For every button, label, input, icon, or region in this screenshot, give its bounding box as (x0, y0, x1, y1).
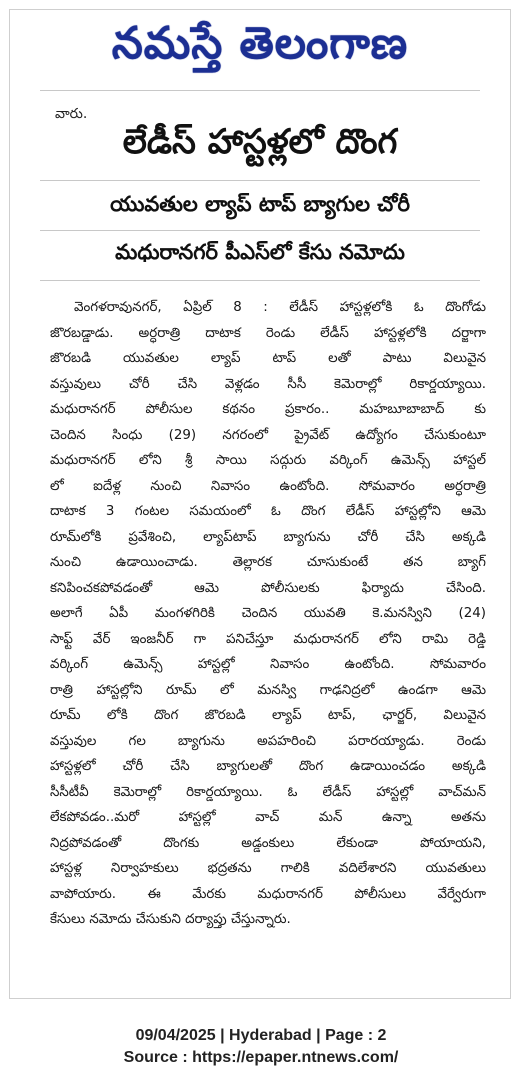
article-body-line: వెంగళరావునగర్, ఏప్రిల్ 8 : లేడీస్ హాస్టళ్లలోకి ఓ దొంగోడు (74, 300, 486, 315)
article-body-line: సీసీటీవీ కెమెరాల్లో రికార్డయ్యాయి. ఓ లేడీస్ హాస్టల్లో వాచ్‌మన్ (50, 784, 486, 800)
article-body-line: మధురానగర్ పోలీసుల కథనం ప్రకారం.. మహబూబాబాద్ కు (50, 402, 486, 417)
article-body-line: రాత్రి హాస్టల్లోని రూమ్ లో మనస్వి గాఢనిద్రలో ఉండగా ఆమె (50, 682, 486, 698)
subheadline-1: యువతుల ల్యాప్ టాప్ బ్యాగుల చోరీ (110, 192, 410, 216)
article-body-line: అలాగే ఏపీ మంగళగిరికి చెందిన యువతి కె.మనస్విని (24) (50, 606, 486, 621)
footer-date-edition: 09/04/2025 | Hyderabad | Page : 2 (135, 1027, 387, 1044)
clipping-frame (9, 9, 511, 999)
article-body-line: మధురానగర్ లోని శ్రీ సాయి సద్గురు వర్కింగ్ ఉమెన్స్ హాస్టల్ (50, 453, 486, 468)
article-body-line: రూమ్‌లోకి ప్రవేశించి, ల్యాప్‌టాప్ బ్యాగును చోరీ చేసి అక్కడి (50, 529, 486, 545)
article-body-line: రూమ్ లోకి దొంగ జొరబడి ల్యాప్ టాప్, ఛార్జర్, విలువైన (50, 708, 486, 723)
article-body-line: సాఫ్ట్ వేర్ ఇంజనీర్ గా పనిచేస్తూ మధురానగర్ లోని రామి రెడ్డి (50, 631, 486, 647)
article-body-line: జొరబడి యువతుల ల్యాప్ టాప్ లతో పాటు విలువైన (50, 351, 486, 366)
newspaper-logo: నమస్తే తెలంగాణ (111, 18, 409, 69)
article-body-line: హాస్టళ్లలో చోరీ చేసి బ్యాగులతో దొంగ ఉడాయించడం అక్కడి (50, 759, 486, 774)
masthead-divider (40, 90, 480, 91)
headline-divider (40, 180, 480, 181)
article-body (50, 295, 486, 933)
article-body-line: నిద్రపోవడంతో దొంగకు అడ్డంకులు లేకుండా పోయాయని, (50, 835, 486, 851)
article-body-line: వర్కింగ్ ఉమెన్స్ హాస్టల్లో నివాసం ఉంటోంది. సోమవారం (50, 657, 486, 672)
article-body-line: కేసులు నమోదు చేసుకుని దర్యాప్తు చేస్తున్నారు. (50, 912, 291, 927)
article-body-line: హాస్టళ్ల నిర్వాహకులు భద్రతను గాలికి వదిలేశారని యువతులు (50, 861, 486, 876)
article-body-line: నుంచి ఉడాయించాడు. తెల్లారక చూసుకుంటే తన బ్యాగ్ (50, 555, 486, 570)
footer-source: Source : https://epaper.ntnews.com/ (123, 1049, 399, 1066)
article-body-line: కనిపించకపోవడంతో ఆమె పోలీసులకు ఫిర్యాదు చేసింది. (50, 580, 486, 596)
article-body-line: దాటాక 3 గంటల సమయంలో ఓ దొంగ లేడీస్ హాస్టల్లోని ఆమె (50, 504, 486, 519)
subheadline-divider (40, 230, 480, 231)
masthead (10, 10, 510, 88)
body-divider (40, 280, 480, 281)
article-body-line: లో ఐదేళ్ల నుంచి నివాసం ఉంటోంది. సోమవారం అర్ధరాత్రి (50, 478, 486, 494)
subheadline-2: మధురానగర్ పీఎస్‌లో కేసు నమోదు (115, 240, 405, 264)
article-headline: లేడీస్ హాస్టళ్లలో దొంగ (122, 122, 398, 162)
article-body-line: వాపోయారు. ఈ మేరకు మధురానగర్ పోలీసులు వేర్వేరుగా (50, 886, 486, 902)
article-body-line: వస్తువుల గల బ్యాగును అపహరించి పరారయ్యాడు. రెండు (50, 733, 486, 749)
article-body-line: వస్తువులు చోరీ చేసి వెళ్లడం సీసీ కెమెరాల్లో రికార్డయ్యాయి. (50, 376, 486, 392)
article-body-line: జొరబడ్డాడు. అర్ధరాత్రి దాటాక రెండు లేడీస్ హాస్టళ్లలోకి దర్జాగా (50, 325, 486, 341)
article-prefix: వారు. (55, 106, 88, 122)
article-body-line: చెందిన సింధు (29) నగరంలో ప్రైవేట్ ఉద్యోగం చేసుకుంటూ (50, 427, 486, 443)
article-body-line: లేకపోవడం..మరో హాస్టల్లో వాచ్ మన్ ఉన్నా అతను (50, 810, 486, 825)
